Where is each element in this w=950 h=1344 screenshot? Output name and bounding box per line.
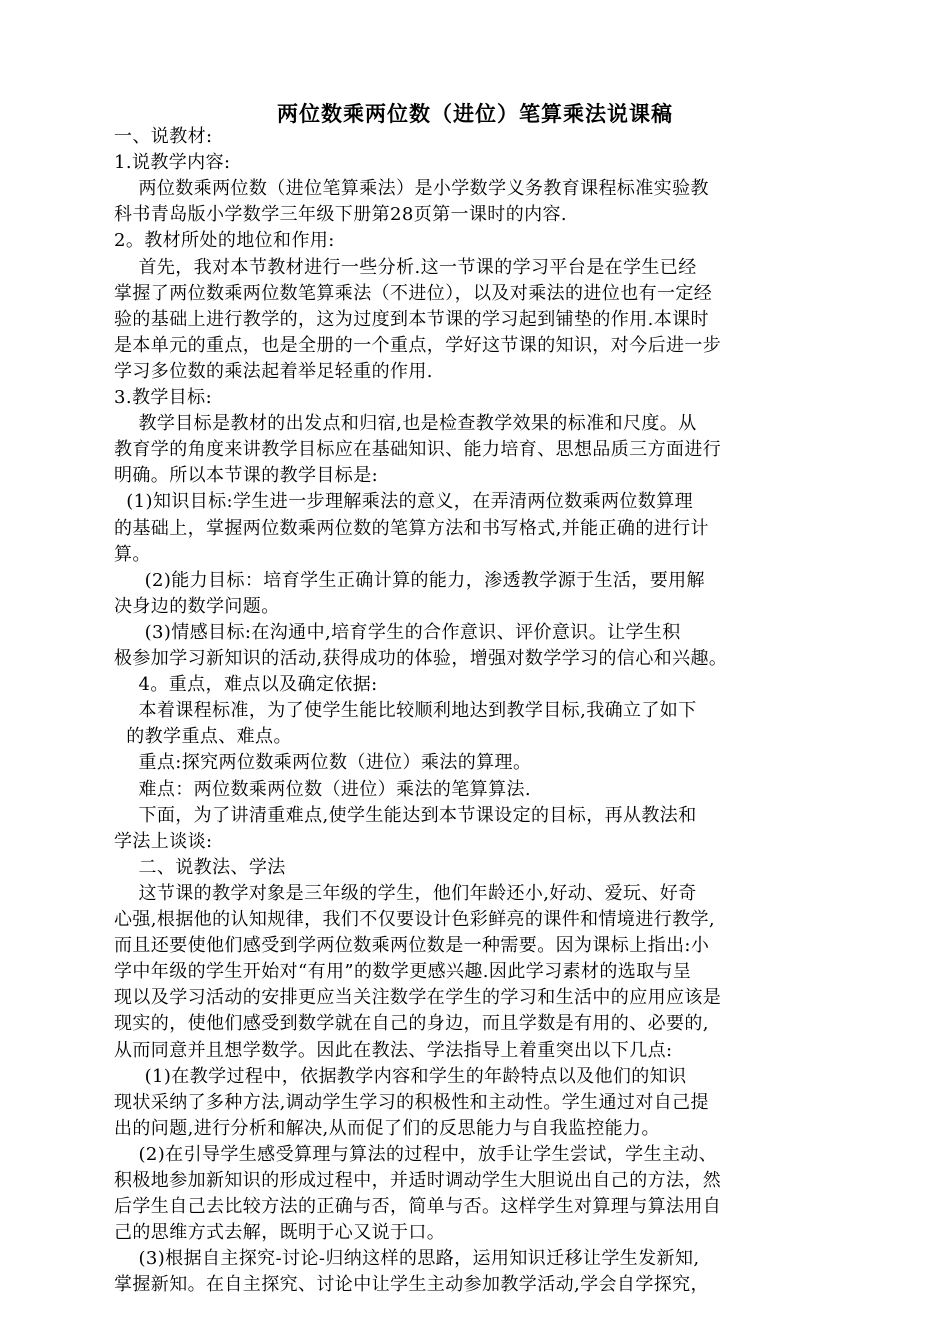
text-line: 己的思维方式去解，既明于心又说于口。 (114, 1222, 446, 1244)
text-line: 积极地参加新知识的形成过程中，并适时调动学生大胆说出自己的方法，然 (114, 1170, 722, 1191)
text-line: 现状采纳了多种方法,调动学生学习的积极性和主动性。学生通过对自己提 (114, 1091, 709, 1113)
text-line: (3)情感目标:在沟通中,培育学生的合作意识、评价意识。让学生积 (114, 621, 681, 643)
text-line: 一、说教材: (114, 126, 213, 147)
text-line: 算。 (114, 543, 151, 565)
text-line: (3)根据自主探究-讨论-归纳这样的思路，运用知识迁移让学生发新知, (114, 1248, 700, 1270)
text-line: 极参加学习新知识的活动,获得成功的体验，增强对数学学习的信心和兴趣。 (114, 648, 728, 669)
text-line: 这节课的教学对象是三年级的学生，他们年龄还小,好动、爱玩、好奇 (114, 882, 697, 904)
text-line: 4。重点，难点以及确定依据: (114, 674, 378, 696)
text-line: (2)能力目标：培育学生正确计算的能力，渗透教学源于生活，要用解 (114, 569, 705, 591)
text-line: 首先，我对本节教材进行一些分析.这一节课的学习平台是在学生已经 (114, 256, 697, 278)
text-line: 而且还要使他们感受到学两位数乘两位数是一种需要。因为课标上指出:小 (114, 935, 710, 957)
text-line: 验的基础上进行教学的，这为过度到本节课的学习起到铺垫的作用.本课时 (114, 308, 709, 330)
text-line: 两位数乘两位数（进位笔算乘法）是小学数学义务教育课程标准实验教 (114, 178, 709, 200)
text-line: 教学目标是教材的出发点和归宿,也是检查教学效果的标准和尺度。从 (114, 413, 697, 435)
text-line: 心强,根据他的认知规律，我们不仅要设计色彩鲜亮的课件和情境进行教学, (114, 909, 716, 930)
text-line: 3.教学目标: (114, 387, 213, 408)
text-line: 学法上谈谈: (114, 830, 213, 852)
text-line: 掌握新知。在自主探究、讨论中让学生主动参加教学活动,学会自学探究， (114, 1274, 709, 1296)
document-title: 两位数乘两位数（进位）笔算乘法说课稿 (277, 102, 673, 126)
text-line: 的教学重点、难点。 (114, 726, 292, 748)
text-line: 二、说教法、学法 (114, 856, 286, 878)
text-line: (1)知识目标:学生进一步理解乘法的意义，在弄清两位数乘两位数算理 (114, 491, 694, 513)
text-line: 难点：两位数乘两位数（进位）乘法的笔算算法. (114, 778, 532, 800)
text-line: 科书青岛版小学数学三年级下册第28页第一课时的内容. (114, 204, 568, 226)
text-line: 掌握了两位数乘两位数笔算乘法（不进位），以及对乘法的进位也有一定经 (114, 282, 713, 304)
text-line: 教育学的角度来讲教学目标应在基础知识、能力培育、思想品质三方面进行 (114, 439, 722, 461)
text-line: 是本单元的重点，也是全册的一个重点，学好这节课的知识，对今后进一步 (114, 334, 722, 356)
text-line: 现实的，使他们感受到数学就在自己的身边，而且学数是有用的、必要的, (114, 1013, 709, 1035)
text-line: 学习多位数的乘法起着举足轻重的作用. (114, 360, 433, 382)
text-line: 学中年级的学生开始对“有用”的数学更感兴趣.因此学习素材的选取与呈 (114, 961, 692, 983)
text-line: 决身边的数学问题。 (114, 595, 280, 617)
text-line: 1.说教学内容: (114, 152, 231, 174)
text-line: 从而同意并且想学数学。因此在教法、学法指导上着重突出以下几点: (114, 1039, 673, 1061)
text-line: 2。教材所处的地位和作用: (114, 230, 335, 252)
text-line: 出的问题,进行分析和解决,从而促了们的反思能力与自我监控能力。 (114, 1117, 660, 1139)
text-line: 本着课程标准，为了使学生能比较顺利地达到教学目标,我确立了如下 (114, 700, 697, 722)
text-line: 重点:探究两位数乘两位数（进位）乘法的算理。 (114, 752, 532, 774)
text-line: 下面，为了讲清重难点,使学生能达到本节课设定的目标，再从教法和 (114, 804, 697, 826)
text-line: (1)在教学过程中，依据教学内容和学生的年龄特点以及他们的知识 (114, 1065, 687, 1087)
text-line: (2)在引导学生感受算理与算法的过程中，放手让学生尝试，学生主动、 (114, 1143, 718, 1165)
text-line: 后学生自己去比较方法的正确与否，简单与否。这样学生对算理与算法用自 (114, 1196, 722, 1218)
text-line: 现以及学习活动的安排更应当关注数学在学生的学习和生活中的应用应该是 (114, 987, 722, 1009)
text-line: 明确。所以本节课的教学目标是: (114, 465, 379, 487)
text-line: 的基础上，掌握两位数乘两位数的笔算方法和书写格式,并能正确的进行计 (114, 517, 709, 539)
